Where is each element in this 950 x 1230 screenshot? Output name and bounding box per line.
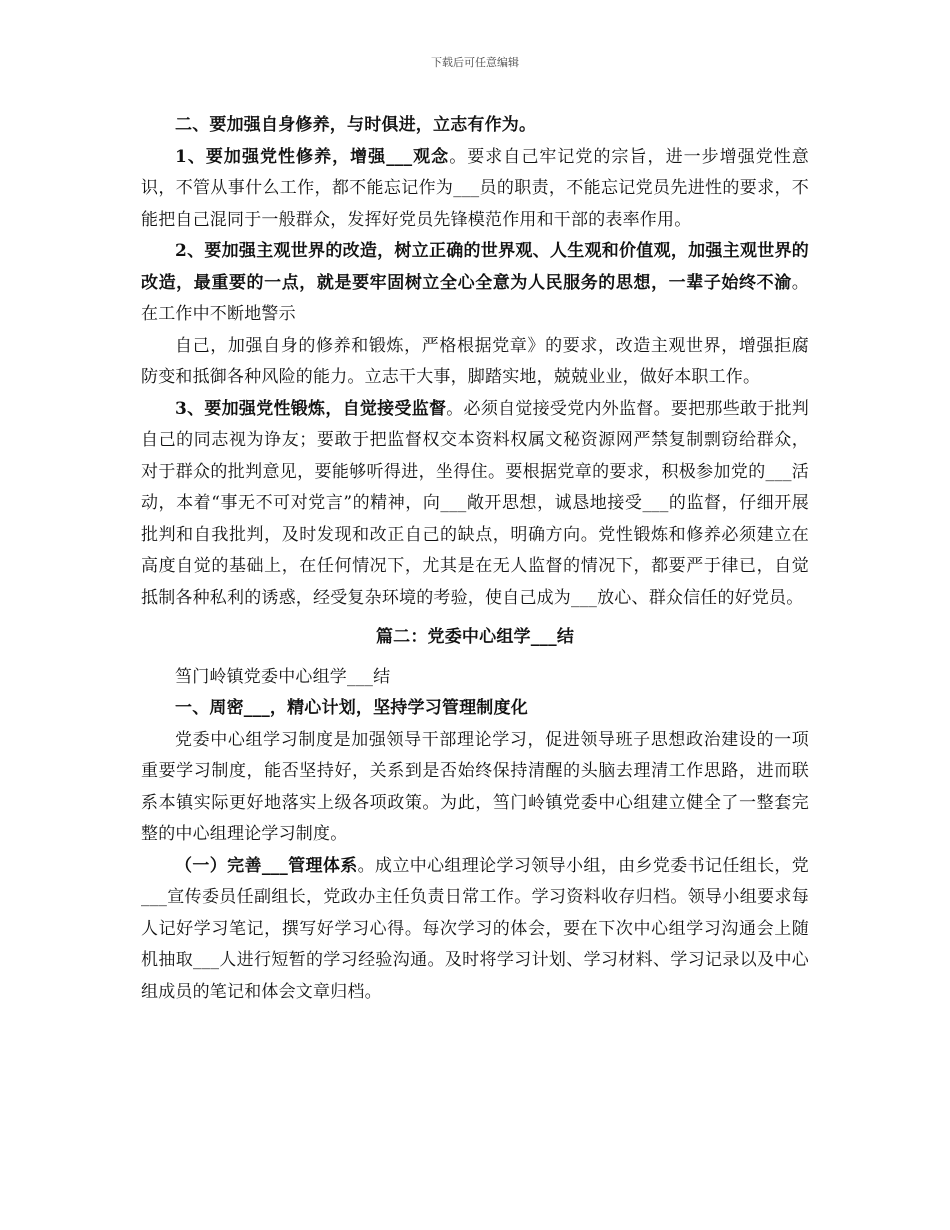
paragraph-item-2 (141, 236, 809, 331)
item-2-lead: 2、要加强主观世界的改造，树立正确的世界观、人生观和价值观，加强主观世界的改造，最重要的一点，就是要牢固树立全心全意为人民服务的思想，一辈子始终不渝 (141, 241, 809, 293)
paragraph-item-1 (141, 142, 809, 237)
item-3-lead: 3、要加强党性锻炼，自觉接受监督 (175, 398, 447, 419)
paragraph-continuation: 自己，加强自身的修养和锻炼，严格根据党章》的要求，改造主观世界，增强拒腐防变和抵御各种风险的能力。立志干大事，脚踏实地，兢兢业业，做好本职工作。 (141, 335, 809, 387)
chapter-title: 篇二：党委中心组学___结 (375, 627, 575, 647)
paragraph-intro: 党委中心组学习制度是加强领导干部理论学习，促进领导班子思想政治建设的一项重要学习制度，能否坚持好，关系到是否始终保持清醒的头脑去理清工作思路，进而联系本镇实际更好地落实上级各项政策。为此，筜门岭镇党委中心组建立健全了一整套完整的中心组理论学习制度。 (141, 729, 809, 844)
subsection-1-text: 。成立中心组理论学习领导小组，由乡党委书记任组长，党___宣传委员任副组长，党政办主任负责日常工作。学习资料收存归档。领导小组要求每人记好学习笔记，撰写好学习心得。每次学习的体会，要在下次中心组学习沟通会上随机抽取___人进行短暂的学习经验沟通。及时将学习计划、学习材料、学习记录以及中心组成员的笔记和体会文章归档。 (141, 855, 810, 1002)
document-body (141, 110, 809, 1008)
section-heading-2: 一、周密___，精心计划，坚持学习管理制度化 (175, 698, 528, 718)
header-note: 下载后可任意编辑 (431, 56, 519, 69)
item-1-text: 。要求自己牢记党的宗旨，进一步增强党性意识，不管从事什么工作，都不能忘记作为___员的职责，不能忘记党员先进性的要求，不能把自己混同于一般群众，发挥好党员先锋模范作用和干部的表率作用。 (141, 146, 809, 230)
item-3-text: 。必须自觉接受党内外监督。要把那些敢于批判自己的同志视为诤友；要敢于把监督权交本资料权属文秘资源网严禁复制剽窃给群众，对于群众的批判意见，要能够听得进，坐得住。要根据党章的要求，积极参加党的___活动，本着“事无不可对党言”的精神，向___敞开思想，诚恳地接受___的监督，仔细开展批判和自我批判，及时发现和改正自己的缺点，明确方向。党性锻炼和修养必须建立在高度自觉的基础上，在任何情况下，尤其是在无人监督的情况下，都要严于律已，自觉抵制各种私利的诱惑，经受复杂环境的考验，使自己成为___放心、群众信任的好党员。 (141, 398, 810, 608)
paragraph-item-3 (141, 394, 809, 615)
subsection-1-lead: （一）完善___管理体系 (175, 855, 358, 876)
section-heading: 二、要加强自身修养，与时俱进，立志有作为。 (175, 115, 537, 135)
document-subtitle: 筜门岭镇党委中心组学___结 (175, 666, 391, 687)
item-2-text: 。在工作中不断地警示 (141, 272, 809, 324)
paragraph-subsection-1 (141, 851, 809, 1009)
item-1-lead: 1、要加强党性修养，增强___观念 (175, 146, 450, 167)
